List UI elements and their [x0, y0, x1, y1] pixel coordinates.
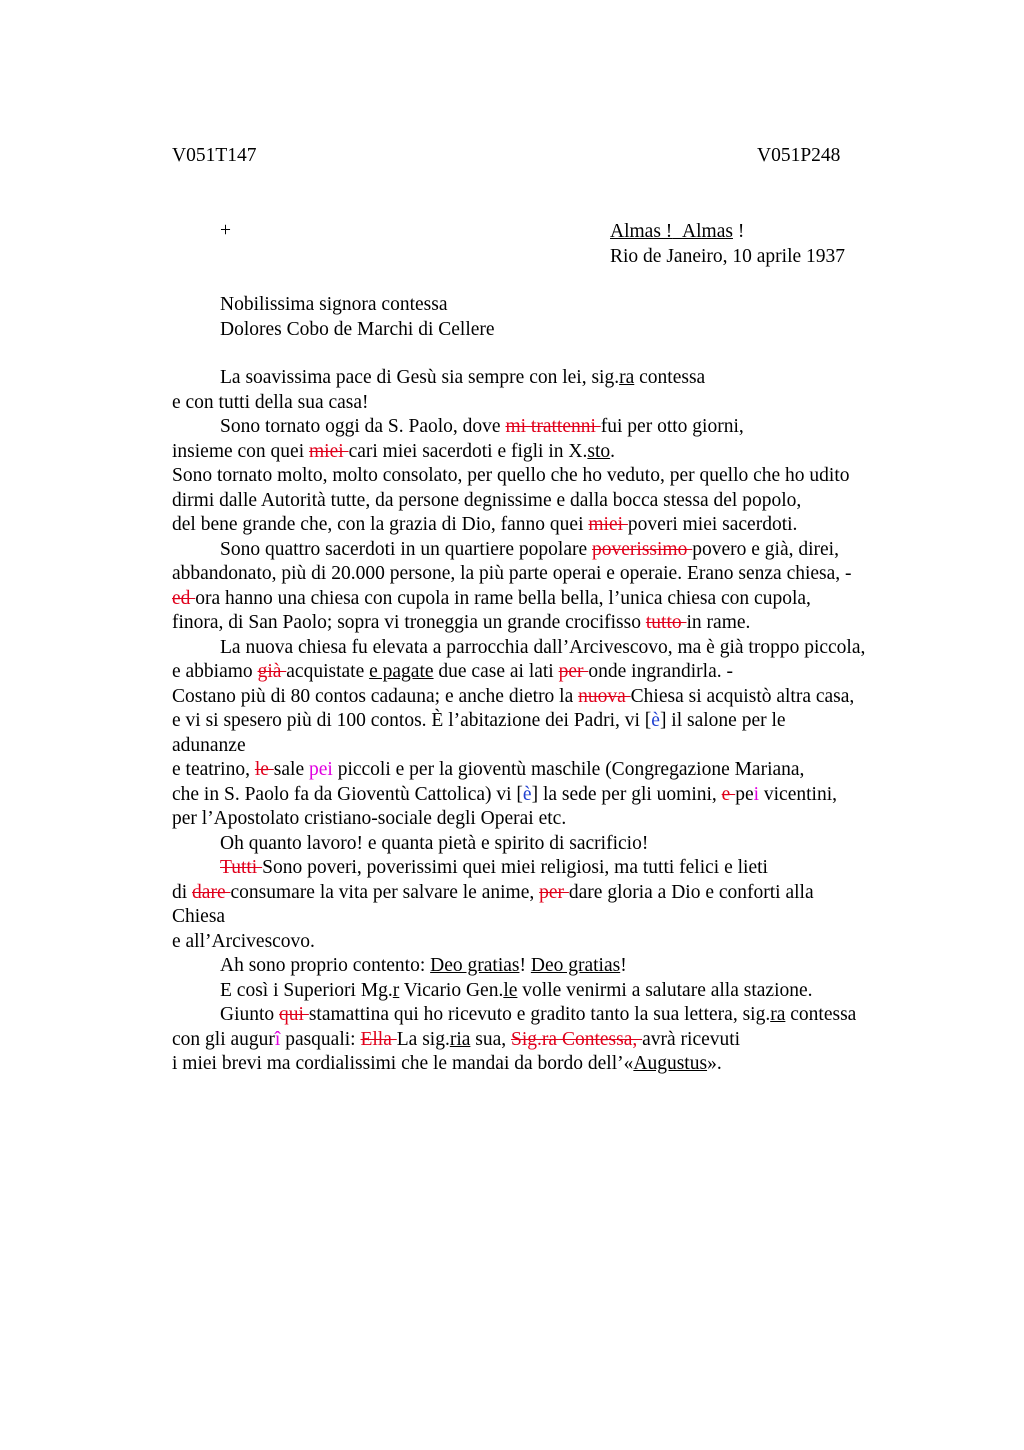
text-span: !	[620, 955, 627, 976]
place-date: Rio de Janeiro, 10 aprile 1937	[610, 245, 846, 267]
underlined-text: r	[392, 979, 400, 1001]
text-line	[172, 783, 952, 808]
deleted-text: per	[539, 881, 569, 903]
deleted-text: tutto	[645, 612, 687, 633]
text-line	[172, 366, 952, 391]
text-span: del bene grande che, con la grazia di Dio, fanno quei	[172, 514, 589, 535]
text-span: Ah sono proprio contento:	[220, 955, 431, 976]
underlined-text: Augustus	[633, 1053, 708, 1074]
text-span: fui per otto giorni,	[600, 416, 744, 437]
text-line: e con tutti della sua casa!	[172, 391, 369, 413]
text-span: volle venirmi a salutare alla stazione.	[517, 979, 813, 1001]
letter-body	[172, 366, 952, 1077]
text-span: Chiesa si acquistò altra casa,	[630, 685, 855, 707]
text-line	[172, 611, 952, 636]
text-line: e all’Arcivescovo.	[172, 930, 315, 952]
inserted-text: i	[753, 783, 760, 805]
text-line	[172, 513, 952, 538]
text-span: .	[610, 440, 615, 462]
text-line	[172, 660, 952, 685]
text-line: dirmi dalle Autorità tutte, da persone degnissime e dalla bocca stessa del popolo,	[172, 489, 802, 511]
underlined-text: ra	[619, 367, 635, 388]
deleted-text: Tutti	[220, 857, 263, 878]
text-span: consumare la vita per salvare le anime,	[230, 881, 540, 903]
motto-part: Almas	[682, 221, 733, 242]
deleted-text: per	[558, 661, 589, 682]
text-line	[172, 538, 952, 563]
text-line	[172, 1052, 952, 1077]
text-span: Sono tornato oggi da S. Paolo, dove	[220, 416, 506, 437]
text-span: e abbiamo	[172, 661, 258, 682]
motto-line	[610, 220, 845, 245]
text-span: Giunto	[220, 1004, 280, 1025]
deleted-text: qui	[279, 1004, 309, 1025]
underlined-text: e pagate	[369, 661, 434, 682]
document-code-right: V051P248	[757, 145, 841, 166]
text-span: contessa	[785, 1004, 857, 1025]
text-span: in rame.	[686, 612, 751, 633]
motto-part: !	[732, 221, 745, 242]
deleted-text: miei	[309, 440, 349, 462]
text-span: !	[519, 955, 531, 976]
text-span: vicentini,	[759, 783, 837, 805]
text-line	[172, 587, 952, 612]
text-span: ] la sede per gli uomini,	[531, 783, 722, 805]
letter-heading	[610, 220, 845, 269]
text-span: di	[172, 881, 193, 903]
text-span: La soavissima pace di Gesù sia sempre con lei, sig.	[220, 367, 620, 388]
text-span: piccoli e per la gioventù maschile (Congregazione Mariana,	[332, 759, 805, 780]
deleted-text: le	[254, 759, 274, 780]
text-span: poveri miei sacerdoti.	[627, 514, 798, 535]
text-span: ] il salone per le	[659, 710, 786, 731]
text-line	[172, 979, 952, 1004]
text-span: i miei brevi ma cordialissimi che le mandai da bordo dell’«	[172, 1053, 634, 1074]
text-span: E così i Superiori Mg.	[220, 979, 393, 1001]
inserted-text: pei	[309, 759, 333, 780]
underlined-text: sto	[587, 440, 611, 462]
text-span: povero e già, direi,	[692, 538, 839, 560]
text-span: contessa	[634, 367, 706, 388]
text-span: sua,	[470, 1028, 512, 1050]
text-span: ».	[707, 1053, 722, 1074]
text-span: due case ai lati	[433, 661, 559, 682]
deleted-text: nuova	[578, 685, 631, 707]
document-code-left: V051T147	[172, 145, 257, 166]
text-span: finora, di San Paolo; sopra vi troneggia un grande crocifisso	[172, 612, 646, 633]
text-span: avrà ricevuti	[642, 1028, 741, 1050]
text-line: Chiesa	[172, 906, 226, 927]
text-span: Vicario Gen.	[399, 979, 504, 1001]
deleted-text: Ella	[360, 1028, 397, 1050]
text-span: cari miei sacerdoti e figli in X.	[348, 440, 588, 462]
text-span: che in S. Paolo fa da Gioventù Cattolica) vi [	[172, 783, 523, 805]
text-line	[172, 758, 952, 783]
text-span: acquistate	[286, 661, 370, 682]
text-span: stamattina qui ho ricevuto e gradito tanto la sua lettera, sig.	[308, 1004, 771, 1025]
motto-part: Almas !	[610, 221, 673, 242]
text-line	[172, 415, 952, 440]
text-span: dare gloria a Dio e conforti alla	[568, 881, 814, 903]
deleted-text: ed	[172, 587, 196, 609]
deleted-text: poverissimo	[592, 538, 693, 560]
address-line: Nobilissima signora contessa	[220, 294, 448, 315]
text-span: pe	[735, 783, 754, 805]
text-line	[172, 954, 952, 979]
text-line: adunanze	[172, 734, 246, 756]
text-line: La nuova chiesa fu elevata a parrocchia dall’Arcivescovo, ma è già troppo piccola,	[220, 636, 866, 658]
address-line: Dolores Cobo de Marchi di Cellere	[220, 318, 495, 340]
inserted-text: è	[651, 710, 660, 731]
text-line	[172, 856, 952, 881]
cross-symbol: +	[220, 220, 231, 241]
underlined-text: le	[503, 979, 518, 1001]
text-span: insieme con quei	[172, 440, 310, 462]
motto-part	[672, 221, 682, 242]
text-line	[172, 1028, 952, 1053]
recipient-address	[220, 293, 495, 342]
text-span: pasquali:	[280, 1028, 361, 1050]
text-span: e teatrino,	[172, 759, 255, 780]
underlined-text: Deo gratias	[530, 955, 621, 976]
text-span: Costano più di 80 contos cadauna; e anche dietro la	[172, 685, 579, 707]
text-span: onde ingrandirla. -	[588, 661, 733, 682]
text-line: per l’Apostolato cristiano-sociale degli Operai etc.	[172, 808, 567, 829]
text-line	[172, 1003, 952, 1028]
underlined-text: Deo gratias	[430, 955, 520, 976]
deleted-text: miei	[588, 514, 628, 535]
deleted-text: mi trattenni	[505, 416, 601, 437]
deleted-text: già	[257, 661, 287, 682]
text-span: sale	[273, 759, 309, 780]
deleted-text: e	[721, 783, 736, 805]
inserted-text: è	[522, 783, 532, 805]
text-span: Sono poveri, poverissimi quei miei religiosi, ma tutti felici e lieti	[262, 857, 768, 878]
text-span: con gli augur	[172, 1028, 275, 1050]
underlined-text: ria	[449, 1028, 471, 1050]
text-line	[172, 685, 952, 710]
text-line: Sono tornato molto, molto consolato, per quello che ho veduto, per quello che ho udito	[172, 465, 850, 486]
text-line: Oh quanto lavoro! e quanta pietà e spirito di sacrificio!	[220, 832, 649, 854]
text-span: La sig.	[396, 1028, 450, 1050]
text-line	[172, 440, 952, 465]
inserted-text: î	[274, 1028, 281, 1050]
text-line	[172, 709, 952, 734]
text-line	[172, 881, 952, 906]
underlined-text: ra	[770, 1004, 786, 1025]
text-span: Sono quattro sacerdoti in un quartiere popolare	[220, 538, 593, 560]
deleted-text: dare	[192, 881, 231, 903]
text-span: e vi si spesero più di 100 contos. È l’abitazione dei Padri, vi [	[172, 710, 652, 731]
text-span: ora hanno una chiesa con cupola in rame bella bella, l’unica chiesa con cupola,	[195, 587, 811, 609]
text-line: abbandonato, più di 20.000 persone, la più parte operai e operaie. Erano senza chiesa, -	[172, 563, 852, 584]
deleted-text: Sig.ra Contessa,	[511, 1028, 643, 1050]
